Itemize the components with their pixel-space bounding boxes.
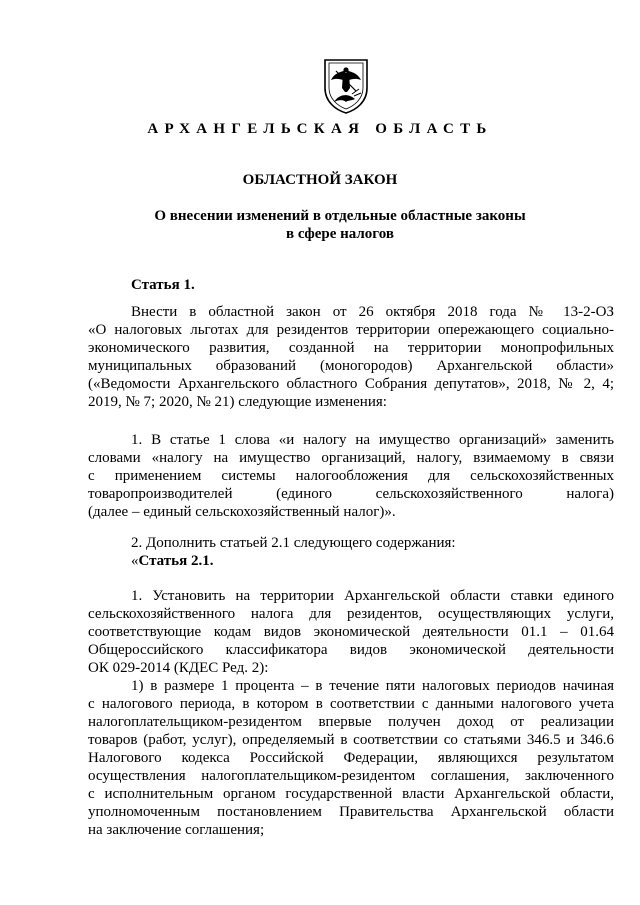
- arkhangelsk-coat-of-arms-icon: [322, 58, 370, 114]
- text-line: 1) в размере 1 процента – в течение пяти налоговых периодов начиная: [131, 678, 614, 694]
- text-line: на заключение соглашения;: [88, 822, 265, 838]
- new-article-heading: Статья 2.1.: [138, 553, 214, 569]
- amendment-item-1: [88, 431, 614, 521]
- document-title: [40, 207, 640, 243]
- text-line: уполномоченным постановлением Правительства Архангельской области: [88, 804, 614, 820]
- text-line: 2019, № 7; 2020, № 21) следующие изменения:: [88, 394, 387, 410]
- text-line: («Ведомости Архангельского областного Собрания депутатов», 2018, № 2, 4;: [88, 376, 614, 392]
- text-line: Налогового кодекса Российской Федерации, являющихся результатом: [88, 750, 614, 766]
- text-line: товаров (работ, услуг), определяемый в соответствии со статьями 346.5 и 346.6: [88, 732, 614, 748]
- text-line: с применением системы налогообложения для сельскохозяйственных: [88, 468, 614, 484]
- text-line: 1. В статье 1 слова «и налогу на имущество организаций» заменить: [131, 432, 614, 448]
- text-line: словами «налогу на имущество организаций, налогу, взимаемому в связи: [88, 450, 614, 466]
- title-line: в сфере налогов: [286, 226, 394, 242]
- region-name: АРХАНГЕЛЬСКАЯ ОБЛАСТЬ: [147, 121, 493, 137]
- text-line: Общероссийского классификатора видов экономической деятельности: [88, 642, 614, 658]
- opening-quote: «: [131, 553, 139, 569]
- text-line: товаропроизводителей (единого сельскохозяйственного налога): [88, 486, 614, 502]
- text-line: Внести в областной закон от 26 октября 2018 года № 13-2-ОЗ: [131, 304, 614, 320]
- text-line: 1. Установить на территории Архангельской области ставки единого: [131, 588, 614, 604]
- text-line: сельскохозяйственного налога для резидентов, осуществляющих услуги,: [88, 606, 614, 622]
- new-article-clause-1: [88, 587, 614, 677]
- text-line: налогоплательщиком-резидентом впервые получен доход от реализации: [88, 714, 614, 730]
- text-line: (далее – единый сельскохозяйственный налог)».: [88, 504, 396, 520]
- text-line: муниципальных образований (моногородов) Архангельской области»: [88, 358, 614, 374]
- amendment-item-2: [88, 534, 614, 570]
- text-line: ОК 029-2014 (КДЕС Ред. 2):: [88, 660, 269, 676]
- text-line: «О налоговых льготах для резидентов территории опережающего социально-: [88, 322, 614, 338]
- new-article-subclause-1: [88, 677, 614, 839]
- text-line: осуществления налогоплательщиком-резидентом соглашения, заключенного: [88, 768, 614, 784]
- text-line: экономического развития, созданной на территории монопрофильных: [88, 340, 614, 356]
- document-type: ОБЛАСТНОЙ ЗАКОН: [242, 172, 398, 188]
- article-heading: Статья 1.: [131, 277, 195, 293]
- text-line: с налогового периода, в котором в соответствии с данными налогового учета: [88, 696, 614, 712]
- text-line: 2. Дополнить статьей 2.1 следующего содержания:: [131, 535, 456, 551]
- title-line: О внесении изменений в отдельные областные законы: [154, 208, 526, 224]
- new-article-line: [88, 552, 614, 570]
- article-intro-paragraph: [88, 303, 614, 411]
- text-line: с исполнительным органом государственной власти Архангельской области,: [88, 786, 614, 802]
- text-line: соответствующие кодам видов экономической деятельности 01.1 – 01.64: [88, 624, 614, 640]
